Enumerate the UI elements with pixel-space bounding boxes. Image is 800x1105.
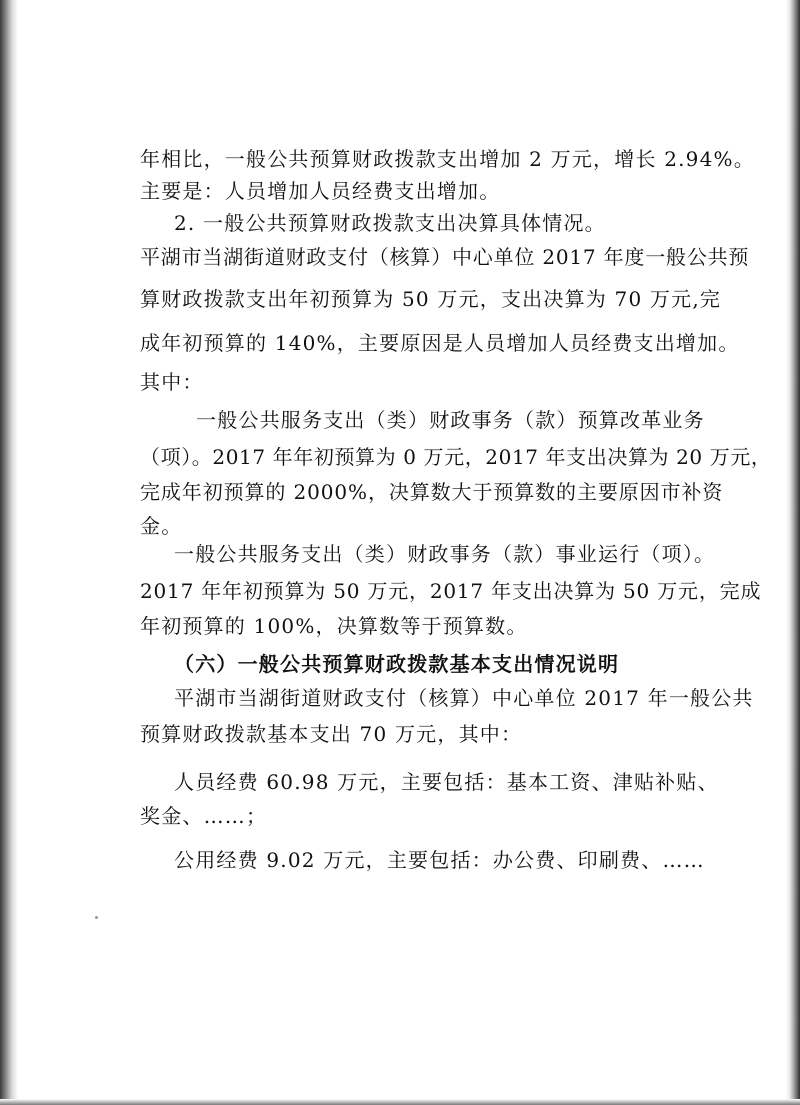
- text-line-20: 公用经费 9.02 万元，主要包括：办公费、印刷费、……: [174, 848, 705, 872]
- text-line-2: 主要是：人员增加人员经费支出增加。: [140, 179, 501, 203]
- text-line-17: 预算财政拨款基本支出 70 万元，其中：: [140, 722, 523, 746]
- text-line-14: 年初预算的 100%，决算数等于预算数。: [140, 614, 528, 638]
- text-line-8: 一般公共服务支出（类）财政事务（款）预算改革业务: [196, 408, 705, 432]
- section-item-2-heading: 2. 一般公共预算财政拨款支出决算具体情况。: [174, 211, 606, 235]
- text-line-6: 成年初预算的 140%，主要原因是人员增加人员经费支出增加。: [140, 331, 740, 355]
- text-line-9: （项）。2017 年年初预算为 0 万元，2017 年支出决算为 20 万元，: [140, 445, 772, 469]
- text-line-10: 完成年初预算的 2000%，决算数大于预算数的主要原因市补资: [140, 480, 724, 504]
- scan-speck: [95, 916, 98, 919]
- section-6-heading: （六）一般公共预算财政拨款基本支出情况说明: [174, 652, 620, 676]
- scan-edge-right: [786, 0, 800, 1105]
- scan-edge-left: [0, 0, 18, 1105]
- scan-edge-bottom: [0, 1099, 800, 1105]
- text-line-18: 人员经费 60.98 万元，主要包括：基本工资、津贴补贴、: [174, 770, 719, 794]
- text-line-12: 一般公共服务支出（类）财政事务（款）事业运行（项）。: [174, 542, 716, 566]
- text-line-16: 平湖市当湖街道财政支付（核算）中心单位 2017 年一般公共: [174, 686, 754, 710]
- text-line-7: 其中：: [140, 370, 204, 394]
- text-line-19: 奖金、……；: [140, 804, 268, 828]
- text-line-13: 2017 年年初预算为 50 万元，2017 年支出决算为 50 万元，完成: [140, 579, 762, 603]
- text-line-5: 算财政拨款支出年初预算为 50 万元，支出决算为 70 万元,完: [140, 287, 722, 311]
- text-line-11: 金。: [140, 514, 183, 538]
- text-line-1: 年相比，一般公共预算财政拨款支出增加 2 万元，增长 2.94%。: [140, 147, 755, 171]
- text-line-4: 平湖市当湖街道财政支付（核算）中心单位 2017 年度一般公共预: [140, 245, 750, 269]
